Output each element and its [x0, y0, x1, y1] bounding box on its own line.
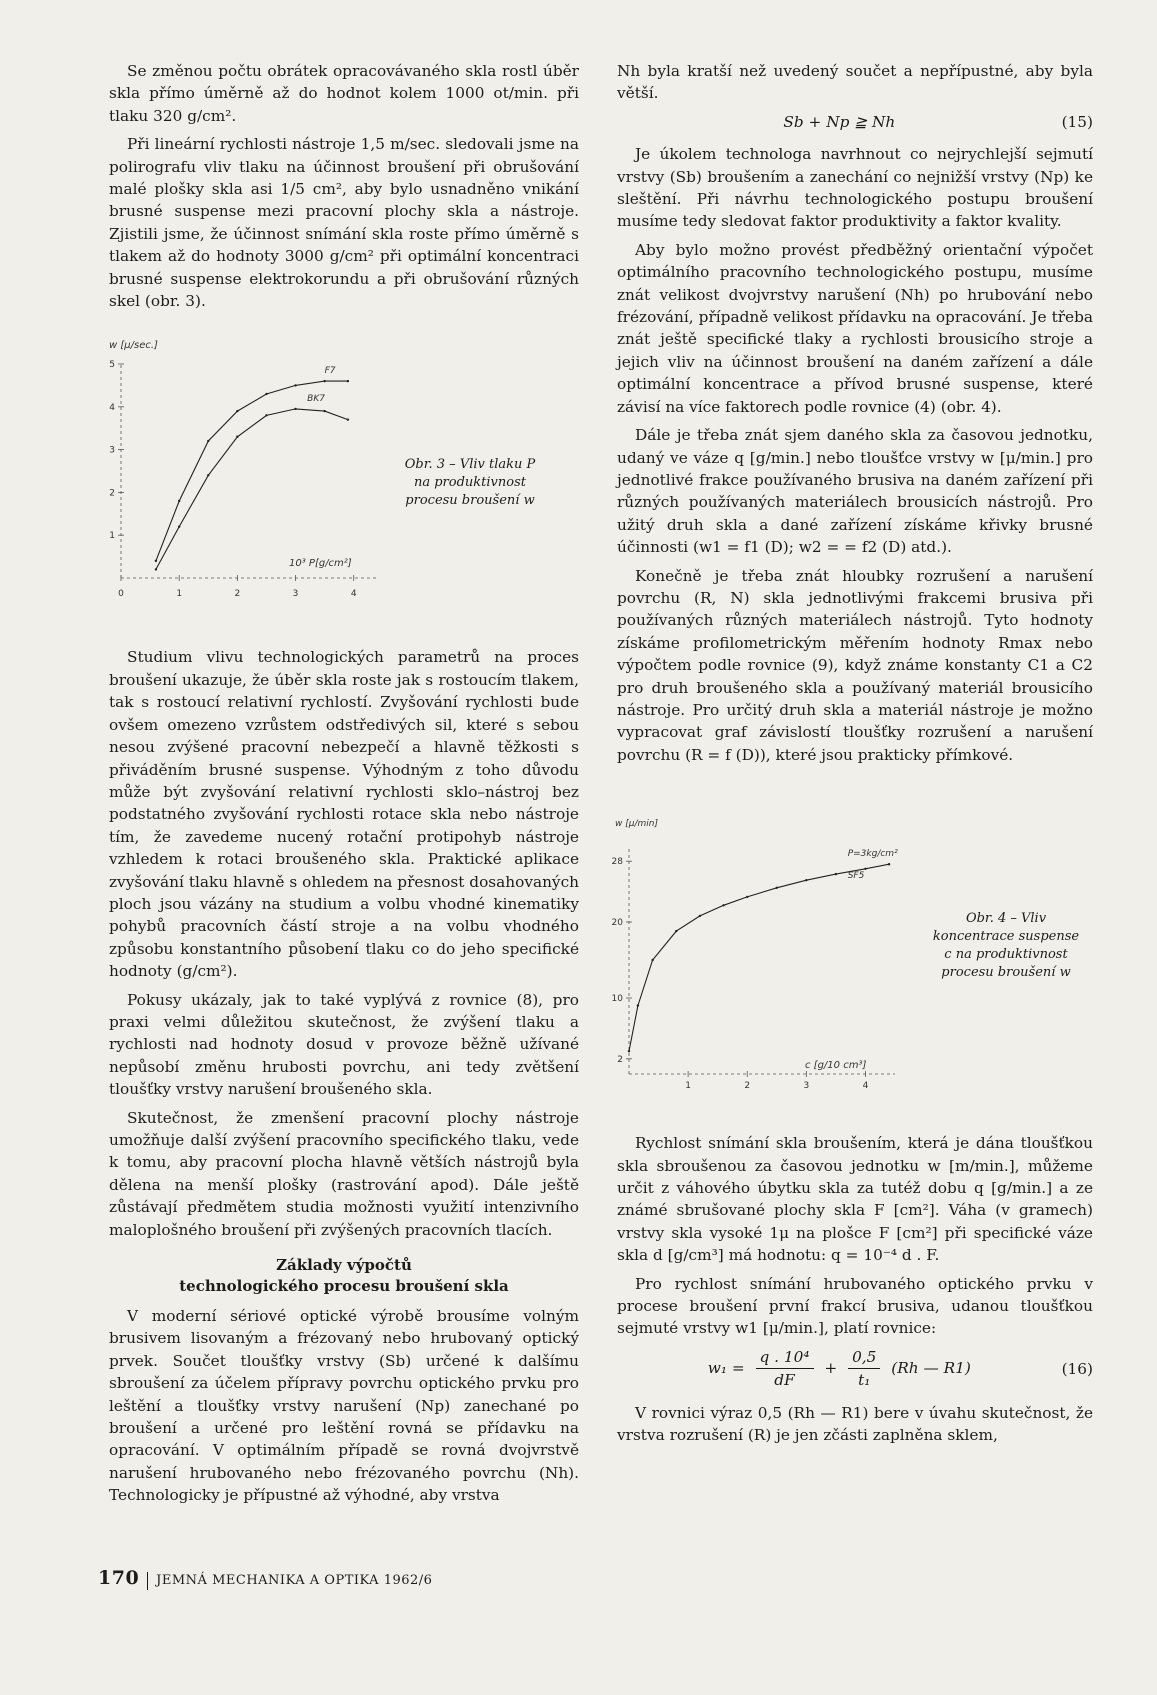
x-tick-label: 2	[744, 1081, 751, 1092]
equation-15	[617, 111, 1093, 133]
data-point	[155, 569, 157, 571]
left-column	[109, 60, 579, 1513]
fraction-numerator: 0,5	[848, 1346, 880, 1369]
y-tick-label: 5	[109, 360, 115, 371]
paragraph: Je úkolem technologa navrhnout co nejrychlejší sejmutí vrstvy (Sb) broušením a zanechání co nejnižší vrstvy (Np) ke sleštění. Při návrhu technologického postupu broušení musíme tedy sledovat faktor produktivity a faktor kvality.	[617, 145, 1093, 231]
paragraph: Pokusy ukázaly, jak to také vyplývá z rovnice (8), pro praxi velmi důležitou skutečnost, že zvýšení tlaku a rychlosti nad hodnoty dosud v provoze běžně užívané nepůsobí změnu hrubosti povrchu, ani tedy zvětšení tloušťky vrstvy narušení broušeného skla.	[109, 990, 579, 1099]
fraction	[756, 1346, 814, 1392]
section-heading-line2: technologického procesu broušení skla	[179, 1277, 509, 1296]
y-tick-label: 4	[109, 403, 115, 414]
data-point	[294, 408, 296, 410]
paragraph: Studium vlivu technologických parametrů na proces broušení ukazuje, že úběr skla roste jak s rostoucím tlakem, tak s rostoucí relativní rychlostí. Zvyšování rychlosti bude ovšem omezeno vzrůstem odstředivých sil, které s sebou nesou zvýšené pracovní nebezpečí a hlavně těžkosti s přiváděním brusné suspense. Výhodným z toho důvodu může být zvyšování relativní rychlosti sklo–nástroj bez podstatného zvyšování rychlosti rotace skla nebo nástroje tím, že zavedeme nucený rotační protipohyb nástroje vzhledem k rotaci broušeného skla. Praktické aplikace zvyšování tlaku hlavně s ohledem na přesnost dosahovaných ploch jsou vázány na studium a volbu vhodné kinematiky pohybů pracovních částí stroje a na volbu vhodného způsobu konstantního působení tlaku co do jeho specifické hodnoty (g/cm²).	[109, 648, 579, 981]
data-point	[651, 959, 653, 961]
equation-15-number: (15)	[1061, 112, 1093, 131]
data-point	[888, 863, 890, 865]
equation-16	[617, 1346, 1093, 1392]
y-tick-label: 2	[109, 488, 115, 499]
data-point	[207, 440, 209, 442]
data-point	[637, 1005, 639, 1007]
x-tick-label: 1	[685, 1081, 691, 1092]
paragraph: Aby bylo možno provést předběžný orientační výpočet optimálního pracovního technologického postupu, musíme znát velikost dvojvrstvy narušení (Nh) po hrubování nebo frézování, případně velikost přídavku na opracování. Je třeba znát ještě specifické tlaky a rychlosti brousicího stroje a jejich vliv na účinnost broušení na daném zařízení a dále optimální koncentrace a přívod brusné suspense, které závisí na více faktorech podle rovnice (4) (obr. 4).	[617, 240, 1093, 416]
series-label-f7: F7	[324, 366, 336, 377]
paragraph: V moderní sériové optické výrobě brousíme volným brusivem lisovaným a frézovaný nebo hrubovaný optický prvek. Součet tloušťky vrstvy (Sb) určené k dalšímu sbroušení za účelem přípravy povrchu optického prvku pro leštění a tloušťky vrstvy narušení (Np) zanechané po broušení a určené pro leštění rovná se přídavku na opracování. V optimálním případě se rovná dvojvrstvě narušení hrubovaného nebo frézovaného povrchu (Nh). Technologicky je přípustné až výhodné, aby vrstva	[109, 1307, 579, 1505]
y-tick-label: 1	[109, 531, 115, 542]
data-point	[323, 380, 325, 382]
equation-16-lhs: w₁ =	[707, 1358, 745, 1377]
x-tick-label: 1	[176, 589, 183, 600]
y-tick-label: 20	[611, 918, 623, 929]
paragraph: Při lineární rychlosti nástroje 1,5 m/sec. sledovali jsme na polirografu vliv tlaku na účinnost broušení při obrušování malé plošky skla asi 1/5 cm², aby bylo usnadněno vnikání brusné suspense mezi pracovní plochy skla a nástroje. Zjistili jsme, že účinnost snímání skla roste přímo úměrně s tlakem až do hodnoty 3000 g/cm² při optimální koncentraci brusné suspense elektrokorundu a při obrušování různých skel (obr. 3).	[109, 135, 579, 311]
figure-3-chart	[97, 326, 397, 626]
series-label-pressure: P=3kg/cm²	[847, 849, 898, 860]
y-tick-label: 10	[611, 994, 623, 1005]
data-point	[294, 385, 296, 387]
x-tick-label: 0	[118, 589, 124, 600]
paragraph: Konečně je třeba znát hloubky rozrušení a narušení povrchu (R, N) skla jednotlivými frakcemi brusiva při používaných různých materiálech nástrojů. Tyto hodnoty získáme profilometrickým měřením hodnoty Rmax nebo výpočtem podle rovnice (9), když známe konstanty C1 a C2 pro druh broušeného skla a používaný materiál brousicího nástroje. Pro určitý druh skla a materiál nástroje je možno vypracovat graf závislostí tloušťky rozrušení a narušení povrchu (R = f (D)), které jsou prakticky přímkové.	[617, 566, 1093, 764]
data-point	[675, 930, 677, 932]
paragraph: Dále je třeba znát sjem daného skla za časovou jednotku, udaný ve váze q [g/min.] nebo tloušťce vrstvy w [μ/min.] pro jednotlivé frakce používaného brusiva na daném zařízení při různých používaných materiálech brousicích nástrojů. Pro užitý druh skla a dané zařízení získáme křivky brusné účinnosti (w1 = f1 (D); w2 = = f2 (D) atd.).	[617, 426, 1093, 557]
data-point	[265, 393, 267, 395]
section-heading	[109, 1255, 579, 1297]
paragraph: V rovnici výraz 0,5 (Rh — R1) bere v úvahu skutečnost, že vrstva rozrušení (R) je jen zčásti zaplněna sklem,	[617, 1403, 1093, 1445]
data-point	[722, 904, 724, 906]
data-point	[347, 380, 349, 382]
x-tick-label: 3	[292, 589, 299, 600]
series-line	[156, 382, 348, 562]
x-axis-label: c [g/10 cm³]	[805, 1060, 867, 1072]
paragraph: Se změnou počtu obrátek opracovávaného skla rostl úběr skla přímo úměrně až do hodnot kolem 1000 ot/min. při tlaku 320 g/cm².	[109, 62, 579, 125]
data-point	[347, 419, 349, 421]
fraction-numerator: q . 10⁴	[756, 1346, 814, 1369]
equation-16-tail: (Rh — R1)	[891, 1358, 971, 1377]
paragraph: Skutečnost, že zmenšení pracovní plochy nástroje umožňuje další zvýšení pracovního specifického tlaku, vede k tomu, aby pracovní plocha hlavně větších nástrojů byla dělena na menší plošky (rastrování apod). Dále ještě zůstávají předmětem studia možnosti využití intenzivního maloplošného broušení při zvýšených pracovních tlacích.	[109, 1108, 579, 1239]
x-tick-label: 3	[803, 1081, 810, 1092]
fraction-denominator: t₁	[858, 1371, 871, 1390]
y-tick-label: 28	[611, 857, 623, 868]
data-point	[207, 475, 209, 477]
page-footer	[98, 1567, 432, 1590]
series-label-bk7: BK7	[307, 394, 325, 405]
x-axis-label: 10³ P[g/cm²]	[289, 558, 352, 570]
data-point	[864, 868, 866, 870]
x-tick-label: 4	[350, 589, 357, 600]
plus-sign: +	[824, 1358, 838, 1377]
figure-4-chart	[605, 806, 915, 1106]
data-point	[236, 436, 238, 438]
data-point	[628, 1050, 630, 1052]
data-point	[699, 915, 701, 917]
section-heading-line1: Základy výpočtů	[276, 1256, 412, 1275]
x-tick-label: 4	[862, 1081, 869, 1092]
y-axis-label: w [μ/sec.]	[109, 340, 158, 352]
y-tick-label: 2	[617, 1054, 623, 1065]
series-line	[629, 864, 889, 1051]
equation-16-body	[708, 1346, 971, 1392]
journal-name: JEMNÁ MECHANIKA A OPTIKA 1962/6	[156, 1573, 433, 1588]
footer-divider	[147, 1572, 148, 1590]
data-point	[155, 560, 157, 562]
data-point	[236, 410, 238, 412]
right-column	[611, 60, 1093, 1452]
x-tick-label: 2	[234, 589, 241, 600]
figure-3-caption: Obr. 3 – Vliv tlaku P na produktivnost procesu broušení w	[404, 457, 536, 509]
paragraph: Pro rychlost snímání hrubovaného optického prvku v procese broušení první frakcí brusiva, udanou tloušťkou sejmuté vrstvy w1 [μ/min.], platí rovnice:	[617, 1274, 1093, 1338]
y-axis-label: w [μ/min]	[615, 819, 658, 830]
page-number: 170	[98, 1567, 140, 1589]
data-point	[776, 887, 778, 889]
y-tick-label: 3	[109, 446, 115, 457]
figure-4-caption: Obr. 4 – Vliv koncentrace suspense c na produktivnost procesu broušení w	[932, 911, 1080, 981]
equation-16-number: (16)	[1061, 1359, 1093, 1378]
data-point	[835, 873, 837, 875]
fraction	[848, 1346, 880, 1392]
paragraph: Rychlost snímání skla broušením, která je dána tloušťkou skla sbroušenou za časovou jednotku w [m/min.], můžeme určit z váhového úbytku skla za tutéž dobu q [g/min.] a ze známé sbrušované plochy skla F [cm²]. Váha (v gramech) vrstvy skla vysoké 1μ na plošce F [cm²] při specifické váze skla d [g/cm³] má hodnotu: q = 10⁻⁴ d . F.	[617, 1134, 1093, 1265]
data-point	[265, 415, 267, 417]
fraction-denominator: dF	[774, 1371, 795, 1390]
figure-3	[97, 326, 579, 626]
paragraph: Nh byla kratší než uvedený součet a nepřípustné, aby byla větší.	[617, 62, 1093, 103]
data-point	[746, 896, 748, 898]
figure-4	[605, 806, 1093, 1106]
data-point	[805, 879, 807, 881]
data-point	[178, 500, 180, 502]
data-point	[323, 410, 325, 412]
series-label-sf5: SF5	[847, 871, 865, 882]
equation-15-body: Sb + Np ≧ Nh	[783, 112, 896, 131]
data-point	[178, 526, 180, 528]
